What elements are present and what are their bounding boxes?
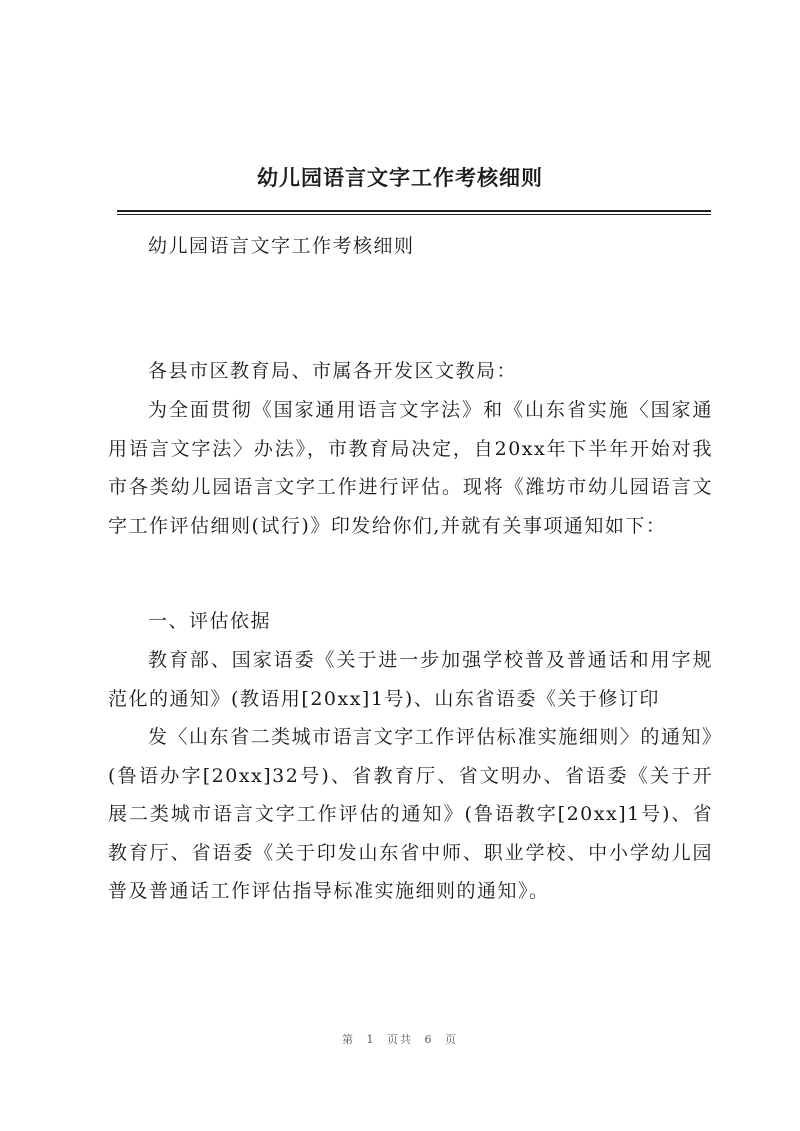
basis-paragraph-part1: 教育部、国家语委《关于进一步加强学校普及普通话和用字规范化的通知》(教语用[20xx]1号)、山东省语委《关于修订印 <box>108 649 713 710</box>
footer-prefix: 第 <box>342 1033 355 1046</box>
basis-paragraph-part2: 发〈山东省二类城市语言文字工作评估标准实施细则〉的通知》(鲁语办字[20xx]32号)、省教育厅、省文明办、省语委《关于开展二类城市语言文字工作评估的通知》(鲁语教字[20xx]1号)、省教育厅、省语委《关于印发山东省中师、职业学校、中小学幼儿园普及普通话工作评估指导标准实施细则的通知》。 <box>108 726 713 902</box>
footer-suffix: 页 <box>445 1033 458 1046</box>
section-heading-basis: 一、评估依据 <box>148 610 272 632</box>
salutation: 各县市区教育局、市属各开发区文教局： <box>148 360 518 382</box>
document-subtitle: 幼儿园语言文字工作考核细则 <box>148 235 415 257</box>
title-divider <box>117 210 711 215</box>
document-title: 幼儿园语言文字工作考核细则 <box>257 165 543 190</box>
page-footer <box>0 1031 800 1047</box>
footer-page-number: 1 <box>366 1033 376 1046</box>
intro-paragraph: 为全面贯彻《国家通用语言文字法》和《山东省实施〈国家通用语言文字法〉办法》，市教育局决定，自20xx年下半年开始对我市各类幼儿园语言文字工作进行评估。现将《潍坊市幼儿园语言文字工作评估细则(试行)》印发给你们,并就有关事项通知如下： <box>108 399 713 537</box>
footer-total-pages: 6 <box>424 1033 434 1046</box>
footer-middle: 页共 <box>387 1033 413 1046</box>
